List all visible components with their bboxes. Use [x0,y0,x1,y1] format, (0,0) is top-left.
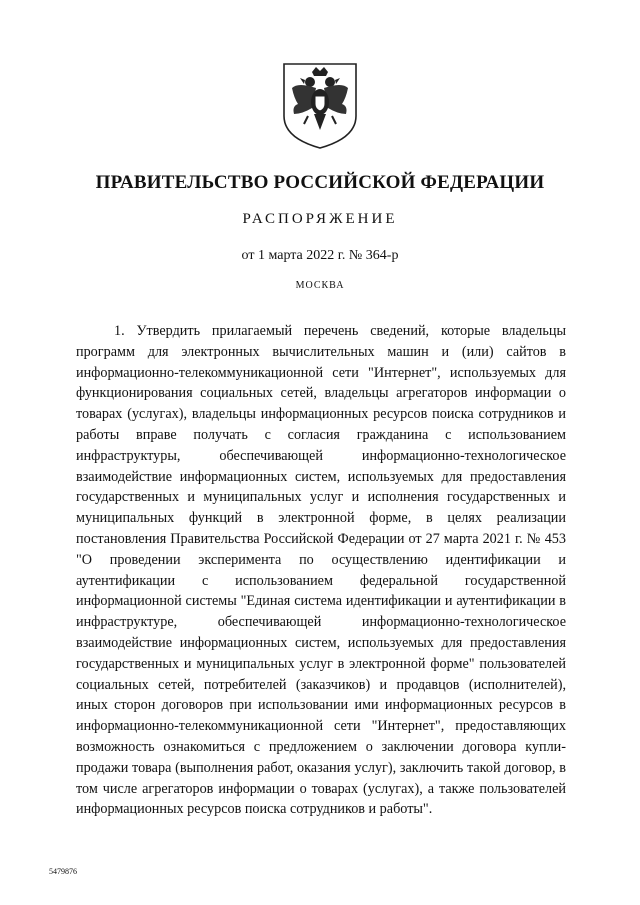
paragraph-1: 1. Утвердить прилагаемый перечень сведений, которые владельцы программ для электронных вычислительных машин и (или) сайтов в информационно-телекоммуникационной сети "Интернет", используемых для функционирования социальных сетей, владельцы агрегаторов информации о товарах (услугах), владельцы информационных ресурсов поиска сотрудников и работы вправе получать с согласия гражданина с использованием инфраструктуры, обеспечивающей информационно-технологическое взаимодействие информационных систем, используемых для предоставления государственных и муниципальных услуг и исполнения государственных и муниципальных функций в электронной форме, в целях реализации постановления Правительства Российской Федерации от 27 марта 2021 г. № 453 "О проведении эксперимента по осуществлению идентификации и аутентификации с использованием федеральной государственной информационной системы "Единая система идентификации и аутентификации в инфраструктуре, обеспечивающей информационно-технологическое взаимодействие информационных систем, используемых для предоставления государственных и муниципальных услуг в электронной форме" пользователей социальных сетей, потребителей (заказчиков) и продавцов (исполнителей), иных сторон договоров при использовании ими информационных ресурсов в информационно-телекоммуникационной сети "Интернет", предоставляющих возможность ознакомиться с предложением о заключении договора купли-продажи товара (выполнения работ, оказания услуг), заключить такой договор, в том числе агрегаторов информации о товарах (услугах), а также пользователей информационных ресурсов поиска сотрудников и работы". [76,323,566,818]
coat-of-arms-icon [278,58,362,150]
document-date-number: от 1 марта 2022 г. № 364-р [241,248,399,263]
document-code: 5479876 [49,867,77,876]
document-type: РАСПОРЯЖЕНИЕ [242,211,398,227]
issue-city: МОСКВА [295,280,345,291]
government-title: ПРАВИТЕЛЬСТВО РОССИЙСКОЙ ФЕДЕРАЦИИ [95,172,545,193]
